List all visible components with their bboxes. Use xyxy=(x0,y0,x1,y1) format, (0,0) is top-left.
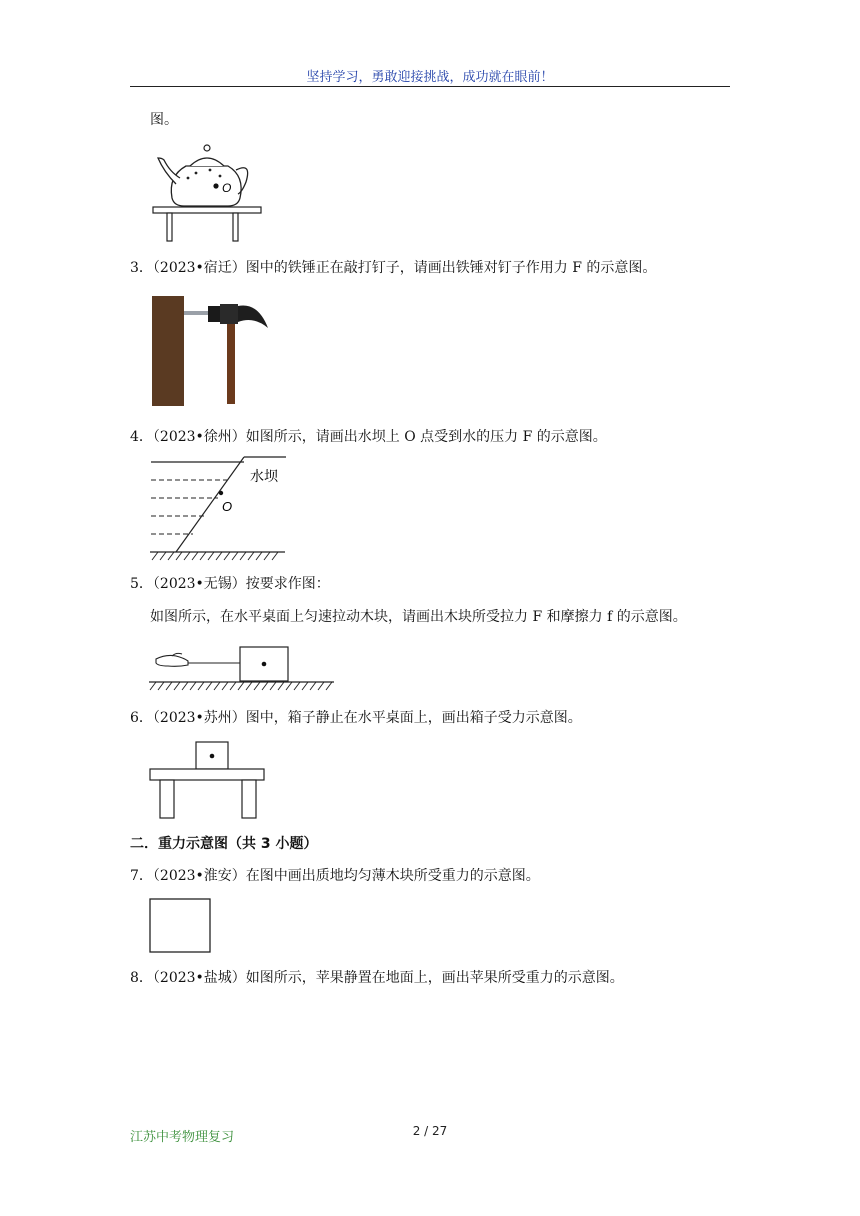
section-2-heading: 二．重力示意图（共 3 小题） xyxy=(130,836,318,852)
dam-label-o: O xyxy=(222,499,233,514)
teapot-label-o: O xyxy=(222,181,232,195)
teapot-figure xyxy=(150,140,265,245)
question-5-instruction: 如图所示，在水平桌面上匀速拉动木块，请画出木块所受拉力 F 和摩擦力 f 的示意图。 xyxy=(150,609,687,625)
box-on-table-figure xyxy=(148,740,268,820)
page-number: 2 / 27 xyxy=(412,1124,448,1138)
question-7: 7．（2023•淮安）在图中画出质地均匀薄木块所受重力的示意图。 xyxy=(130,868,540,884)
header-motto: 坚持学习，勇敢迎接挑战，成功就在眼前！ xyxy=(306,70,554,85)
footer-title: 江苏中考物理复习 xyxy=(130,1130,235,1145)
dam-figure xyxy=(148,452,288,564)
header-divider xyxy=(130,86,730,87)
dam-label: 水坝 xyxy=(250,469,278,485)
thin-block-figure xyxy=(148,897,214,955)
question-4: 4．（2023•徐州）如图所示，请画出水坝上 O 点受到水的压力 F 的示意图。 xyxy=(130,429,607,445)
question-5: 5．（2023•无锡）按要求作图： xyxy=(130,576,330,592)
hammer-nail-figure xyxy=(150,294,275,410)
block-pull-figure xyxy=(148,644,336,692)
question-3: 3．（2023•宿迁）图中的铁锤正在敲打钉子，请画出铁锤对钉子作用力 F 的示意图。 xyxy=(130,260,657,276)
question-2-tail: 图。 xyxy=(150,112,178,128)
question-8: 8．（2023•盐城）如图所示，苹果静置在地面上，画出苹果所受重力的示意图。 xyxy=(130,970,624,986)
question-6: 6．（2023•苏州）图中，箱子静止在水平桌面上，画出箱子受力示意图。 xyxy=(130,710,582,726)
